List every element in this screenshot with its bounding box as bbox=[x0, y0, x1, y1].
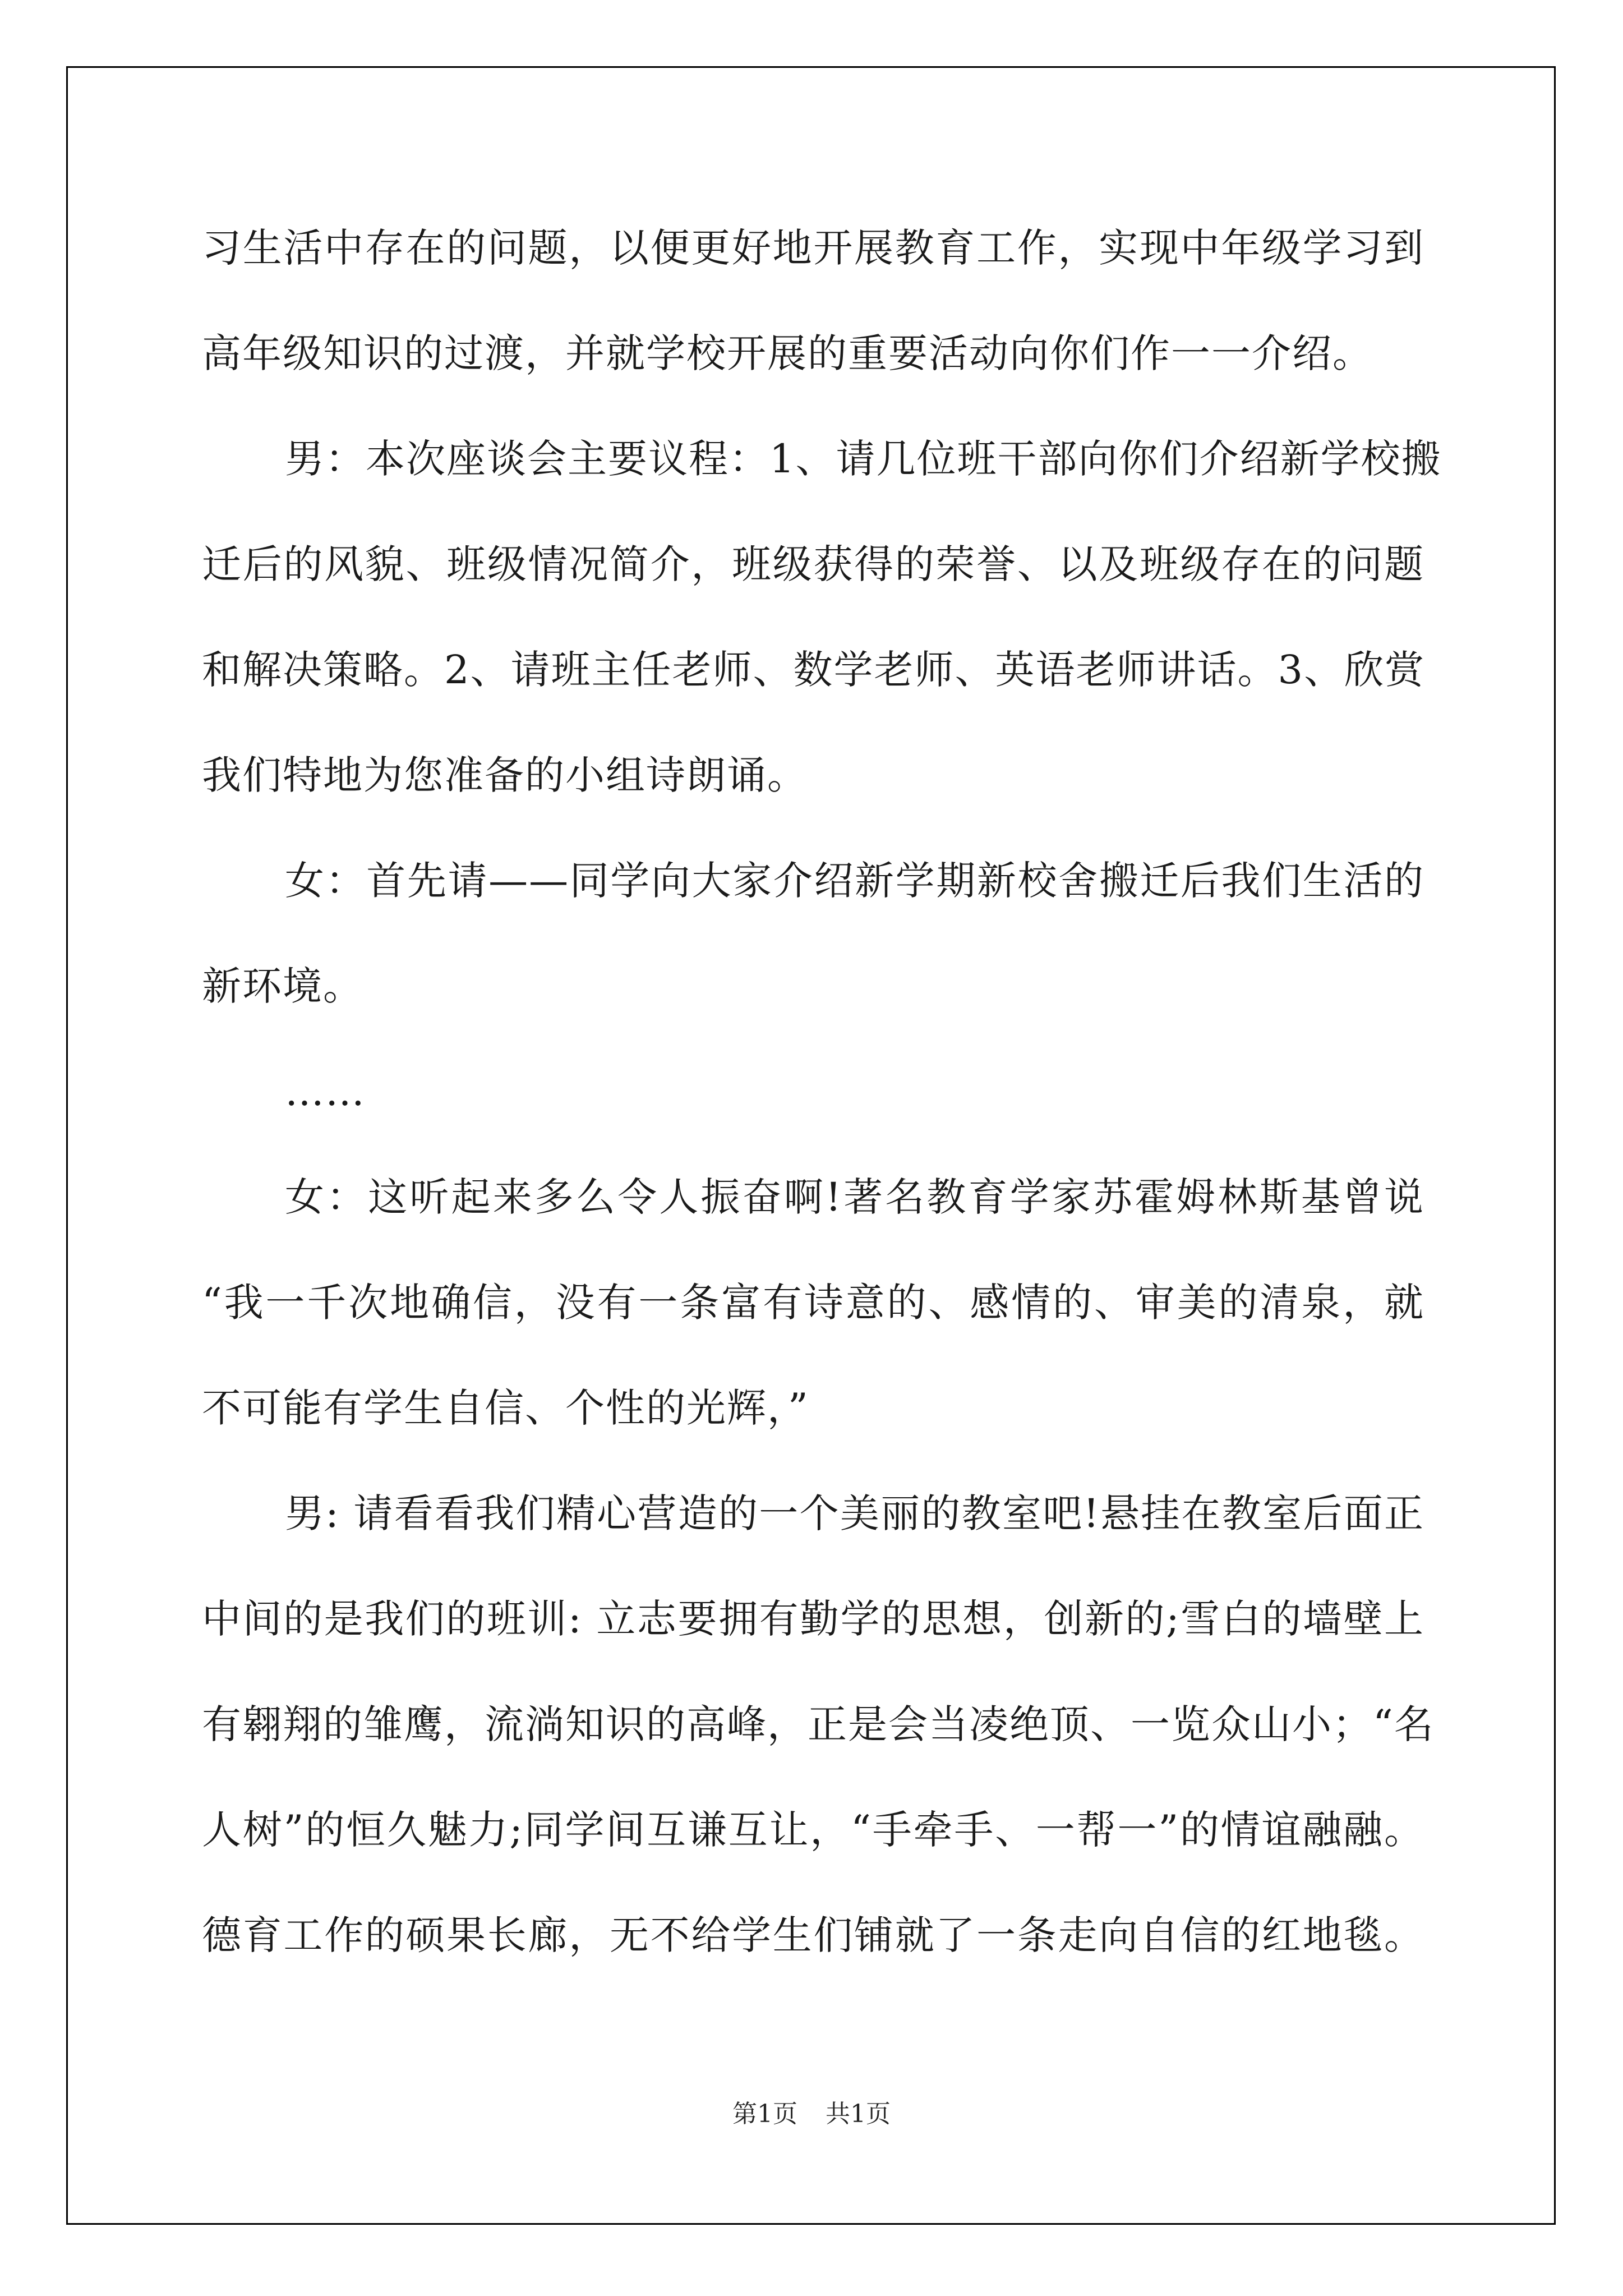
text-line: 不可能有学生自信、个性的光辉，” bbox=[202, 1385, 809, 1431]
paragraph-start-line: 男：本次座谈会主要议程：1、请几位班干部向你们介绍新学校搬 bbox=[285, 436, 1442, 482]
page-number: 第1页 bbox=[732, 2100, 797, 2128]
text-line: 我们特地为您准备的小组诗朗诵。 bbox=[202, 752, 808, 798]
text-line: “我一千次地确信，没有一条富有诗意的、感情的、审美的清泉，就 bbox=[202, 1280, 1424, 1326]
paragraph-start-line: 女：这听起来多么令人振奋啊!著名教育学家苏霍姆林斯基曾说 bbox=[285, 1174, 1424, 1220]
page-footer bbox=[0, 2093, 1623, 2129]
text-line: 和解决策略。2、请班主任老师、数学老师、英语老师讲话。3、欣赏 bbox=[202, 647, 1426, 693]
text-line: 高年级知识的过渡，并就学校开展的重要活动向你们作一一介绍。 bbox=[202, 330, 1373, 376]
text-line: 中间的是我们的班训: 立志要拥有勤学的思想，创新的;雪白的墙壁上 bbox=[202, 1596, 1424, 1642]
text-line: 有翱翔的雏鹰，流淌知识的高峰，正是会当凌绝顶、一览众山小；“名 bbox=[202, 1701, 1435, 1747]
paragraph-start-line: 女：首先请——同学向大家介绍新学期新校舍搬迁后我们生活的 bbox=[285, 858, 1424, 904]
text-line: 新环境。 bbox=[202, 963, 363, 1009]
text-line: 人树”的恒久魅力;同学间互谦互让，“手牵手、一帮一”的情谊融融。 bbox=[202, 1807, 1424, 1853]
paragraph-start-line: 男: 请看看我们精心营造的一个美丽的教室吧!悬挂在教室后面正 bbox=[285, 1490, 1424, 1536]
text-line: 迁后的风貌、班级情况简介，班级获得的荣誉、以及班级存在的问题 bbox=[202, 541, 1424, 587]
ellipsis-line: …… bbox=[285, 1069, 366, 1115]
page-total: 共1页 bbox=[826, 2100, 891, 2128]
document-body bbox=[202, 214, 1442, 2007]
text-line: 德育工作的硕果长廊，无不给学生们铺就了一条走向自信的红地毯。 bbox=[202, 1912, 1424, 1958]
text-line: 习生活中存在的问题，以便更好地开展教育工作，实现中年级学习到 bbox=[202, 225, 1424, 271]
